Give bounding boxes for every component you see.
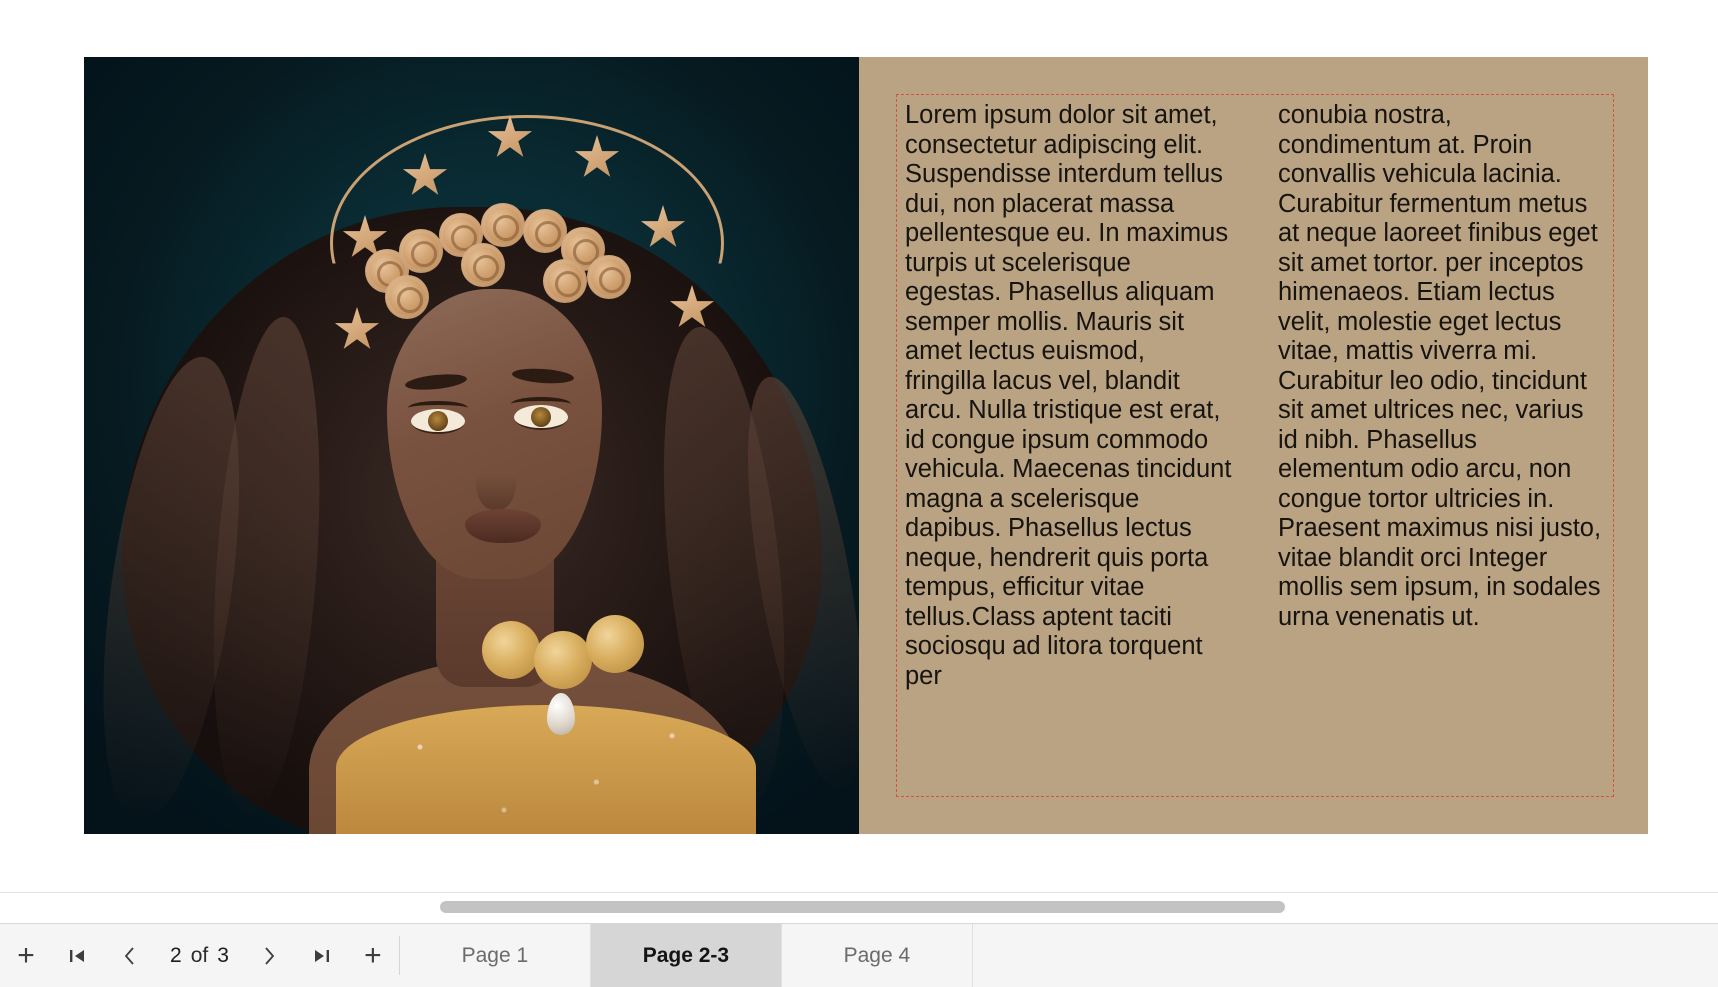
page-tab-list[interactable]: [400, 924, 973, 987]
eyelash-right: [511, 397, 571, 411]
page-counter-current: 2: [170, 943, 182, 967]
nose-shape: [476, 452, 516, 510]
first-page-icon-glyph: [67, 947, 89, 965]
chevron-right-icon: [261, 945, 277, 967]
last-page-button[interactable]: [295, 924, 347, 987]
first-page-icon[interactable]: [52, 924, 104, 987]
scrollbar-thumb[interactable]: [440, 901, 1285, 913]
eyelash-left: [408, 401, 468, 415]
text-columns: [905, 101, 1605, 790]
chevron-left-icon: [122, 945, 138, 967]
lips-shape: [465, 509, 541, 543]
page-spread[interactable]: [84, 57, 1648, 834]
add-page-button-left[interactable]: +: [17, 938, 35, 972]
body-paragraph-column-1: Lorem ipsum dolor sit amet, consectetur adipiscing elit. Suspendisse interdum tellus dui, non placerat massa pellentesque eu. In maximus turpis ut scelerisque egestas. Phasellus aliquam semper mollis. Mauris sit amet lectus euismod, fringilla lacus vel, blandit arcu. Nulla tristique est erat, id congue ipsum commodo vehicula. Maecenas tincidunt magna a scelerisque dapibus. Phasellus lectus neque, hendrerit quis porta tempus, efficitur vitae tellus.Class aptent taciti sociosqu ad litora torquent per: [905, 101, 1232, 690]
page-counter[interactable]: [156, 924, 243, 987]
page-counter-total: 3: [217, 943, 229, 967]
gold-dress-shape: [336, 705, 756, 834]
next-page-button[interactable]: [243, 924, 295, 987]
last-page-icon: [310, 947, 332, 965]
page-tab-page-2-3[interactable]: Page 2-3: [591, 924, 782, 987]
scrollbar-track[interactable]: [0, 901, 1718, 913]
page-toolbar[interactable]: [0, 923, 1718, 987]
previous-page-button[interactable]: [104, 924, 156, 987]
body-paragraph-column-2: conubia nostra, condimentum at. Proin convallis vehicula lacinia. Curabitur fermentum metus at neque laoreet finibus eget sit amet tortor. per inceptos himenaeos. Etiam lectus velit, molestie eget lectus vitae, mattis viverra mi. Curabitur leo odio, tincidunt sit amet ultrices nec, varius id nibh. Phasellus elementum odio arcu, non congue tortor ultricies in. Praesent maximus nisi justo, vitae blandit orci Integer mollis sem ipsum, in sodales urna venenatis ut.: [1278, 101, 1602, 631]
horizontal-scrollbar[interactable]: [0, 892, 1718, 923]
page-left-illustration[interactable]: [84, 57, 859, 834]
flower-crown: [365, 203, 625, 313]
add-page-button-right[interactable]: +: [364, 938, 382, 972]
page-counter-separator: of: [190, 943, 209, 967]
text-frame[interactable]: [896, 94, 1614, 797]
rose-necklace: [482, 613, 647, 683]
page-tab-page-1[interactable]: Page 1: [400, 924, 591, 987]
page-tab-page-4[interactable]: Page 4: [782, 924, 973, 987]
page-right-text[interactable]: [859, 57, 1648, 834]
